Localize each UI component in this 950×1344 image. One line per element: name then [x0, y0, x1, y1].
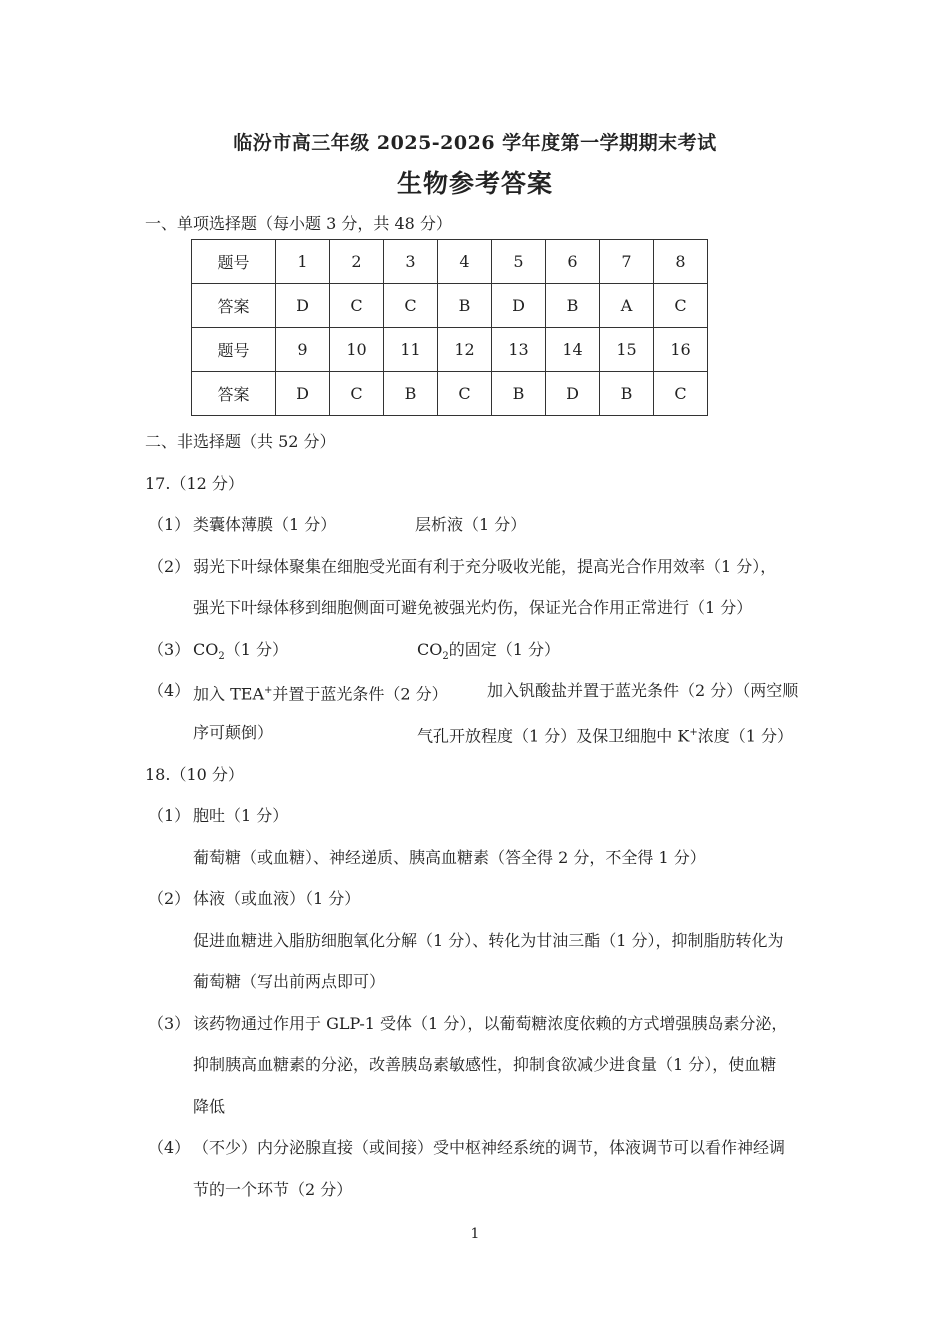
answer-table-row — [192, 284, 708, 328]
answer-table-cell: C — [654, 372, 708, 416]
answer-table-cell: D — [546, 372, 600, 416]
q17-p4-answer-b: 加入钒酸盐并置于蓝光条件（2 分）（两空顺 — [487, 681, 799, 700]
answer-table-cell: 1 — [276, 240, 330, 284]
q17-p1-answer-b: 层析液（1 分） — [415, 515, 527, 534]
q18-p4-number: （4） — [148, 1138, 191, 1157]
section1-heading: 一、单项选择题（每小题 3 分，共 48 分） — [145, 214, 452, 233]
answer-key-title: 生物参考答案 — [396, 169, 553, 198]
q17-p4-line2-a: 序可颠倒） — [193, 723, 274, 742]
exam-title: 临汾市高三年级 2025-2026 学年度第一学期期末考试 — [233, 132, 717, 154]
answer-table-cell: 10 — [330, 328, 384, 372]
q17-p2-line2: 强光下叶绿体移到细胞侧面可避免被强光灼伤，保证光合作用正常进行（1 分） — [193, 598, 753, 617]
answer-table-cell: C — [384, 284, 438, 328]
answer-table-cell: 15 — [600, 328, 654, 372]
answer-table-cell: 11 — [384, 328, 438, 372]
answer-table-row — [192, 328, 708, 372]
q18-heading: 18.（10 分） — [145, 765, 244, 784]
q17-p4-number: （4） — [148, 681, 191, 700]
answer-table-cell: C — [438, 372, 492, 416]
q17-p2-line1: 弱光下叶绿体聚集在细胞受光面有利于充分吸收光能，提高光合作用效率（1 分）， — [193, 557, 777, 576]
answer-table-cell: 13 — [492, 328, 546, 372]
q18-p2-line1: 体液（或血液）（1 分） — [193, 889, 361, 908]
q18-p2-number: （2） — [148, 889, 191, 908]
q18-p3-line1: 该药物通过作用于 GLP-1 受体（1 分），以葡萄糖浓度依赖的方式增强胰岛素分泌， — [193, 1014, 788, 1033]
q17-p1-answer-a: 类囊体薄膜（1 分） — [193, 515, 337, 534]
q17-p3-answer-b: $CO_2$的固定（1 分） — [417, 640, 561, 663]
answer-table-cell: B — [600, 372, 654, 416]
answer-table-cell: 16 — [654, 328, 708, 372]
answer-table-cell: 4 — [438, 240, 492, 284]
answer-table-row-label: 题号 — [192, 240, 276, 284]
answer-table — [191, 239, 708, 416]
answer-table-cell: A — [600, 284, 654, 328]
q18-p4-line2: 节的一个环节（2 分） — [193, 1180, 353, 1199]
q18-p1-line1: 胞吐（1 分） — [193, 806, 289, 825]
q17-heading: 17.（12 分） — [145, 474, 244, 493]
answer-table-cell: 9 — [276, 328, 330, 372]
answer-table-row — [192, 240, 708, 284]
q18-p1-number: （1） — [148, 806, 191, 825]
q17-p4-answer-a: 加入 TEA+并置于蓝光条件（2 分） — [193, 684, 448, 704]
answer-table-row-label: 答案 — [192, 372, 276, 416]
answer-table-cell: 12 — [438, 328, 492, 372]
q18-p2-line3: 葡萄糖（写出前两点即可） — [193, 972, 386, 991]
q18-p1-line2: 葡萄糖（或血糖）、神经递质、胰高血糖素（答全得 2 分，不全得 1 分） — [193, 848, 706, 867]
answer-table-cell: B — [384, 372, 438, 416]
answer-table-cell: C — [330, 372, 384, 416]
answer-table-cell: B — [438, 284, 492, 328]
answer-table-cell: 6 — [546, 240, 600, 284]
page-number: 1 — [470, 1226, 480, 1242]
q17-p3-number: （3） — [148, 640, 191, 659]
answer-table-cell: C — [654, 284, 708, 328]
answer-table-cell: D — [276, 372, 330, 416]
q18-p3-line3: 降低 — [193, 1097, 226, 1116]
q18-p3-line2: 抑制胰高血糖素的分泌，改善胰岛素敏感性，抑制食欲减少进食量（1 分），使血糖 — [193, 1055, 777, 1074]
answer-table-cell: 2 — [330, 240, 384, 284]
answer-table-cell: B — [492, 372, 546, 416]
answer-table-cell: C — [330, 284, 384, 328]
answer-table-row — [192, 372, 708, 416]
answer-table-cell: 14 — [546, 328, 600, 372]
answer-table-cell: 8 — [654, 240, 708, 284]
q18-p3-number: （3） — [148, 1014, 191, 1033]
answer-table-cell: 5 — [492, 240, 546, 284]
q17-p3-answer-a: $CO_2(1$ 分） — [193, 640, 289, 663]
section2-heading: 二、非选择题（共 52 分） — [145, 432, 336, 451]
q17-p2-number: （2） — [148, 557, 191, 576]
q17-p1-number: （1） — [148, 515, 191, 534]
answer-table-cell: D — [276, 284, 330, 328]
answer-table-cell: D — [492, 284, 546, 328]
answer-table-cell: 7 — [600, 240, 654, 284]
q18-p2-line2: 促进血糖进入脂肪细胞氧化分解（1 分）、转化为甘油三酯（1 分），抑制脂肪转化为 — [193, 931, 784, 950]
answer-table-row-label: 题号 — [192, 328, 276, 372]
q17-p4-line2-b: 气孔开放程度（1 分）及保卫细胞中 K+浓度（1 分） — [417, 726, 793, 746]
answer-table-cell: B — [546, 284, 600, 328]
answer-table-cell: 3 — [384, 240, 438, 284]
answer-table-row-label: 答案 — [192, 284, 276, 328]
q18-p4-line1: （不少）内分泌腺直接（或间接）受中枢神经系统的调节，体液调节可以看作神经调 — [193, 1138, 786, 1157]
